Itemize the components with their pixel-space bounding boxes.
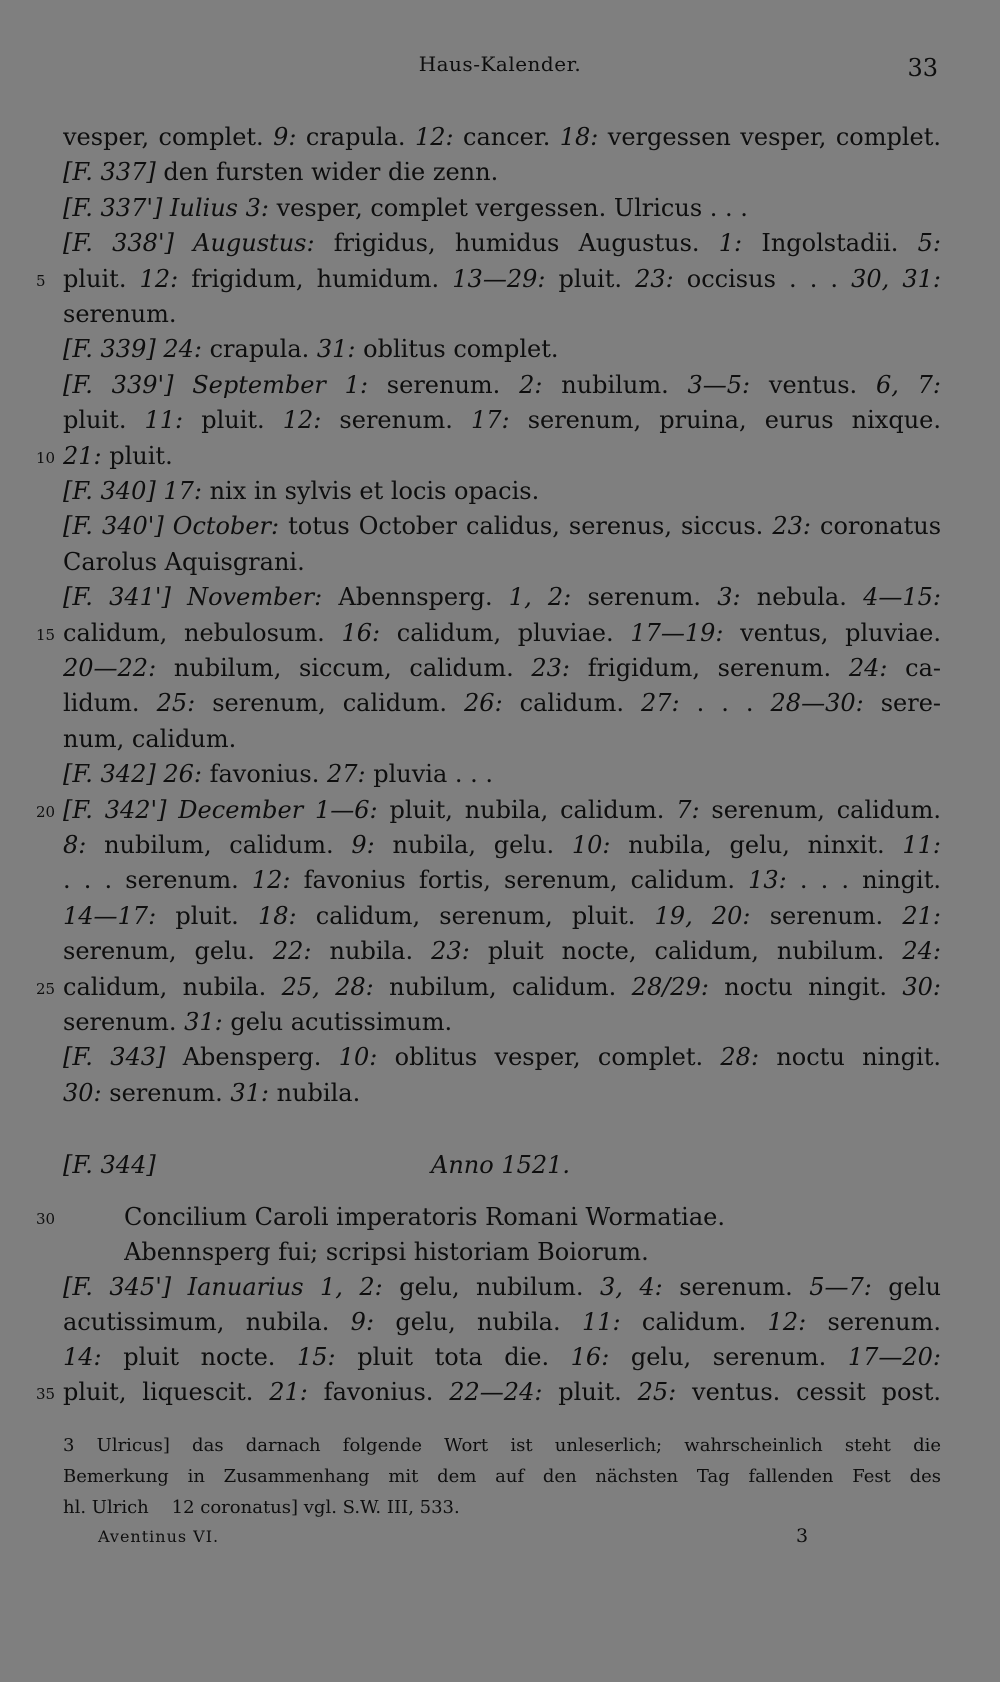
year-title: Anno 1521. <box>431 1151 571 1179</box>
body-line: num, calidum. <box>63 724 237 753</box>
year-heading <box>63 1148 941 1182</box>
body-line: [F. 342] 26: favonius. 27: pluvia . . . <box>63 760 494 789</box>
body2-line: pluit, liquescit. 21: favonius. 22—24: pluit. 25: ventus. cessit post. <box>63 1378 941 1406</box>
body2-line: [F. 345'] Ianuarius 1, 2: gelu, nubilum. 3, 4: serenum. 5—7: gelu <box>63 1273 941 1301</box>
body-line: [F. 337] den fursten wider die zenn. <box>63 158 499 187</box>
body2-line: Concilium Caroli imperatoris Romani Wormatiae. <box>124 1203 725 1231</box>
body-line: [F. 338'] Augustus: frigidus, humidus Augustus. 1: Ingolstadii. 5: <box>63 229 941 258</box>
body-line: [F. 343] Abensperg. 10: oblitus vesper, complet. 28: noctu ningit. <box>63 1043 941 1072</box>
body-line: [F. 342'] December 1—6: pluit, nubila, calidum. 7: serenum, calidum. <box>63 795 941 824</box>
body-line: pluit. 11: pluit. 12: serenum. 17: serenum, pruina, eurus nixque. <box>63 406 941 435</box>
body2-line: 14: pluit nocte. 15: pluit tota die. 16: gelu, serenum. 17—20: <box>63 1343 941 1371</box>
body-line: serenum, gelu. 22: nubila. 23: pluit nocte, calidum, nubilum. 24: <box>63 937 941 966</box>
body-line: serenum. <box>63 300 177 328</box>
body-line: 14—17: pluit. 18: calidum, serenum, pluit. 19, 20: serenum. 21: <box>63 901 941 930</box>
body-line: serenum. 31: gelu acutissimum. <box>63 1008 453 1036</box>
body-line: calidum, nebulosum. 16: calidum, pluviae. 17—19: ventus, pluviae. <box>63 618 941 647</box>
body-line: 8: nubilum, calidum. 9: nubila, gelu. 10: nubila, gelu, ninxit. 11: <box>63 831 941 859</box>
line-number: 30 <box>36 1210 56 1228</box>
body-line: 21: pluit. <box>63 441 173 470</box>
body-line: 30: serenum. 31: nubila. <box>63 1078 361 1107</box>
header-title: Haus-Kalender. <box>418 52 582 76</box>
folio-reference: [F. 344] <box>63 1151 156 1179</box>
footnote-line: hl. Ulrich 12 coronatus] vgl. S.W. III, 533. <box>63 1497 460 1518</box>
body-line: . . . serenum. 12: favonius fortis, serenum, calidum. 13: . . . ningit. <box>63 866 941 895</box>
body-line: [F. 337'] Iulius 3: vesper, complet vergessen. Ulricus . . . <box>63 193 748 222</box>
body-line: 20—22: nubilum, siccum, calidum. 23: frigidum, serenum. 24: ca- <box>63 654 941 682</box>
body-line: [F. 341'] November: Abennsperg. 1, 2: serenum. 3: nebula. 4—15: <box>63 583 941 612</box>
footer-signature: Aventinus VI. <box>98 1527 220 1546</box>
line-number: 5 <box>36 271 46 290</box>
line-number: 20 <box>36 802 56 821</box>
footnote-line: Bemerkung in Zusammenhang mit dem auf den nächsten Tag fallenden Fest des <box>63 1466 941 1487</box>
body-line: [F. 340'] October: totus October calidus, serenus, siccus. 23: coronatus <box>63 512 941 541</box>
body-line: Carolus Aquisgrani. <box>63 547 305 576</box>
line-number: 35 <box>36 1385 56 1403</box>
line-number: 15 <box>36 625 56 644</box>
footer-sheet-number: 3 <box>796 1525 809 1547</box>
body-line: [F. 339'] September 1: serenum. 2: nubilum. 3—5: ventus. 6, 7: <box>63 370 941 399</box>
body-line: lidum. 25: serenum, calidum. 26: calidum. 27: . . . 28—30: sere- <box>63 689 941 718</box>
body-line: vesper, complet. 9: crapula. 12: cancer. 18: vergessen vesper, complet. <box>63 123 941 151</box>
line-number: 25 <box>36 979 56 998</box>
body-line: calidum, nubila. 25, 28: nubilum, calidum. 28/29: noctu ningit. 30: <box>63 972 941 1001</box>
body-line: pluit. 12: frigidum, humidum. 13—29: pluit. 23: occisus . . . 30, 31: <box>63 264 941 293</box>
body2-line: Abennsperg fui; scripsi historiam Boiorum. <box>124 1238 649 1266</box>
body-line: [F. 339] 24: crapula. 31: oblitus complet. <box>63 335 559 364</box>
page-number: 33 <box>907 54 938 82</box>
body2-line: acutissimum, nubila. 9: gelu, nubila. 11: calidum. 12: serenum. <box>63 1308 941 1336</box>
line-number: 10 <box>36 448 56 467</box>
footnote-line: 3 Ulricus] das darnach folgende Wort ist unleserlich; wahrscheinlich steht die <box>63 1435 941 1456</box>
body-line: [F. 340] 17: nix in sylvis et locis opacis. <box>63 477 540 505</box>
